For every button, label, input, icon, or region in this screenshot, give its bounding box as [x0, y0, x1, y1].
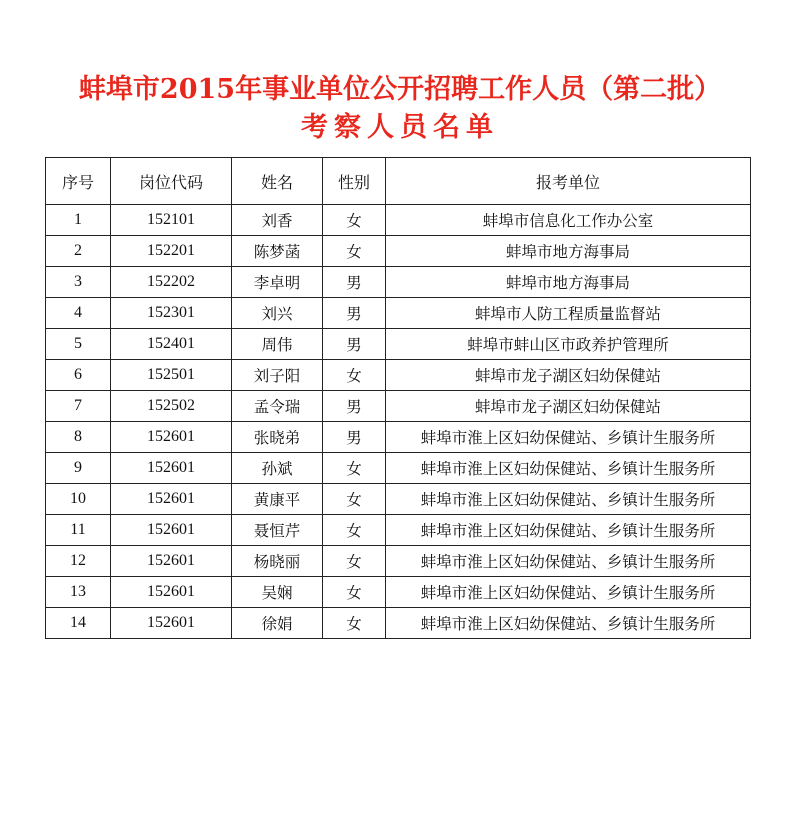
cell-position-code: 152101	[111, 205, 232, 236]
cell-name: 张晓弟	[232, 422, 323, 453]
cell-position-code: 152601	[111, 484, 232, 515]
cell-applied-unit: 蚌埠市淮上区妇幼保健站、乡镇计生服务所	[386, 608, 751, 639]
cell-name: 陈梦菡	[232, 236, 323, 267]
table-row	[46, 329, 751, 360]
cell-applied-unit: 蚌埠市地方海事局	[386, 267, 751, 298]
header-serial-number: 序号	[46, 158, 111, 205]
cell-name: 周伟	[232, 329, 323, 360]
cell-serial-number: 12	[46, 546, 111, 577]
candidate-table	[45, 157, 751, 639]
table-row	[46, 298, 751, 329]
cell-name: 杨晓丽	[232, 546, 323, 577]
cell-applied-unit: 蚌埠市淮上区妇幼保健站、乡镇计生服务所	[386, 422, 751, 453]
cell-applied-unit: 蚌埠市淮上区妇幼保健站、乡镇计生服务所	[386, 453, 751, 484]
table-row	[46, 515, 751, 546]
table-header	[46, 158, 751, 205]
cell-gender: 女	[323, 453, 386, 484]
cell-serial-number: 10	[46, 484, 111, 515]
cell-applied-unit: 蚌埠市人防工程质量监督站	[386, 298, 751, 329]
header-name: 姓名	[232, 158, 323, 205]
cell-serial-number: 11	[46, 515, 111, 546]
cell-position-code: 152601	[111, 546, 232, 577]
cell-serial-number: 9	[46, 453, 111, 484]
table-row	[46, 391, 751, 422]
table-row	[46, 546, 751, 577]
cell-position-code: 152202	[111, 267, 232, 298]
cell-position-code: 152601	[111, 515, 232, 546]
cell-gender: 女	[323, 608, 386, 639]
table-body	[46, 205, 751, 639]
cell-serial-number: 5	[46, 329, 111, 360]
cell-serial-number: 6	[46, 360, 111, 391]
cell-name: 徐娟	[232, 608, 323, 639]
cell-name: 孟令瑞	[232, 391, 323, 422]
cell-position-code: 152601	[111, 422, 232, 453]
table-row	[46, 267, 751, 298]
cell-gender: 女	[323, 236, 386, 267]
cell-position-code: 152601	[111, 577, 232, 608]
table-row	[46, 608, 751, 639]
cell-serial-number: 13	[46, 577, 111, 608]
table-row	[46, 360, 751, 391]
cell-applied-unit: 蚌埠市龙子湖区妇幼保健站	[386, 360, 751, 391]
cell-position-code: 152201	[111, 236, 232, 267]
cell-gender: 男	[323, 391, 386, 422]
cell-name: 刘子阳	[232, 360, 323, 391]
header-applied-unit: 报考单位	[386, 158, 751, 205]
cell-name: 刘兴	[232, 298, 323, 329]
cell-position-code: 152301	[111, 298, 232, 329]
table-row	[46, 484, 751, 515]
cell-serial-number: 14	[46, 608, 111, 639]
table-row	[46, 205, 751, 236]
cell-name: 黄康平	[232, 484, 323, 515]
cell-applied-unit: 蚌埠市蚌山区市政养护管理所	[386, 329, 751, 360]
cell-name: 李卓明	[232, 267, 323, 298]
cell-gender: 男	[323, 329, 386, 360]
cell-gender: 女	[323, 546, 386, 577]
cell-gender: 男	[323, 298, 386, 329]
cell-gender: 女	[323, 484, 386, 515]
cell-applied-unit: 蚌埠市淮上区妇幼保健站、乡镇计生服务所	[386, 484, 751, 515]
cell-position-code: 152601	[111, 453, 232, 484]
table-header-row	[46, 158, 751, 205]
cell-name: 聂恒芹	[232, 515, 323, 546]
cell-serial-number: 1	[46, 205, 111, 236]
cell-applied-unit: 蚌埠市龙子湖区妇幼保健站	[386, 391, 751, 422]
table-row	[46, 453, 751, 484]
table-row	[46, 236, 751, 267]
cell-position-code: 152601	[111, 608, 232, 639]
cell-gender: 女	[323, 360, 386, 391]
header-gender: 性别	[323, 158, 386, 205]
cell-applied-unit: 蚌埠市信息化工作办公室	[386, 205, 751, 236]
cell-serial-number: 8	[46, 422, 111, 453]
cell-serial-number: 4	[46, 298, 111, 329]
cell-applied-unit: 蚌埠市地方海事局	[386, 236, 751, 267]
cell-position-code: 152401	[111, 329, 232, 360]
cell-applied-unit: 蚌埠市淮上区妇幼保健站、乡镇计生服务所	[386, 515, 751, 546]
cell-gender: 女	[323, 515, 386, 546]
cell-gender: 女	[323, 205, 386, 236]
cell-name: 孙斌	[232, 453, 323, 484]
cell-gender: 男	[323, 422, 386, 453]
table-row	[46, 577, 751, 608]
cell-position-code: 152502	[111, 391, 232, 422]
cell-gender: 女	[323, 577, 386, 608]
cell-serial-number: 3	[46, 267, 111, 298]
table-row	[46, 422, 751, 453]
cell-position-code: 152501	[111, 360, 232, 391]
cell-serial-number: 2	[46, 236, 111, 267]
cell-name: 吴娴	[232, 577, 323, 608]
cell-applied-unit: 蚌埠市淮上区妇幼保健站、乡镇计生服务所	[386, 546, 751, 577]
cell-name: 刘香	[232, 205, 323, 236]
header-position-code: 岗位代码	[111, 158, 232, 205]
document-title: 蚌埠市2015年事业单位公开招聘工作人员（第二批）	[78, 74, 722, 105]
cell-serial-number: 7	[46, 391, 111, 422]
document-subtitle: 考察人员名单	[301, 112, 499, 143]
cell-gender: 男	[323, 267, 386, 298]
cell-applied-unit: 蚌埠市淮上区妇幼保健站、乡镇计生服务所	[386, 577, 751, 608]
